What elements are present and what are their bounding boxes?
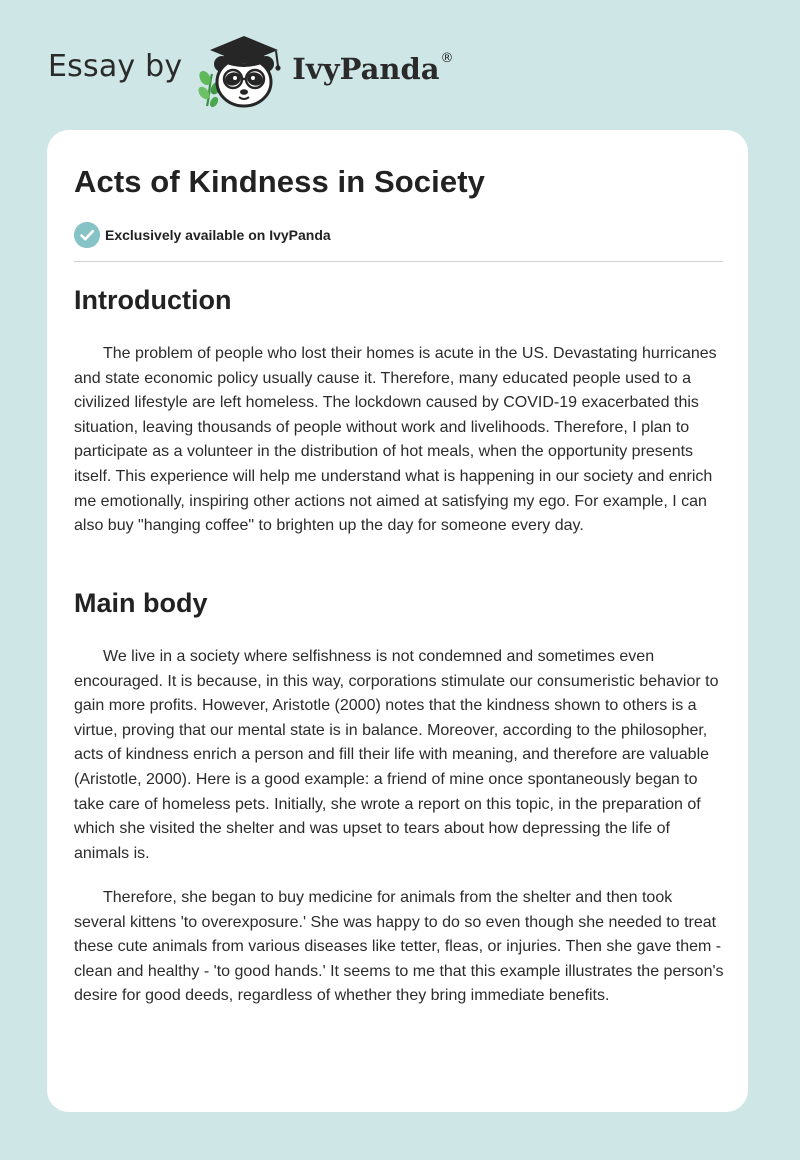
title-divider [74, 261, 723, 262]
section-heading-introduction: Introduction [74, 285, 232, 315]
essay-title: Acts of Kindness in Society [74, 164, 485, 199]
section-heading-main-body: Main body [74, 588, 208, 618]
logo-prefix: Essay by [48, 48, 183, 84]
essay-card [47, 130, 748, 1112]
logo-wordmark [292, 52, 453, 86]
logo-name: IvyPanda [292, 52, 440, 86]
site-logo[interactable] [48, 30, 454, 110]
paragraph-introduction-1: The problem of people who lost their homes is acute in the US. Devastating hurricanes and state economic policy usually cause it. Therefore, many educated people used to a civilized lifestyle are left homeless. The lockdown caused by COVID-19 exacerbated this situation, leaving thousands of people without work and livelihoods. Therefore, I plan to participate as a volunteer in the distribution of hot meals, when the opportunity presents itself. This experience will help me understand what is happening in our society and enrich me emotionally, inspiring other actions not aimed at satisfying my ego. For example, I can also buy "hanging coffee" to brighten up the day for someone every day. [74, 345, 717, 535]
paragraph-main-body-1: We live in a society where selfishness is not condemned and sometimes even encouraged. It is because, in this way, corporations stimulate our consumeristic behavior to gain more profits. However, Aristotle (2000) notes that the kindness shown to others is a virtue, proving that our mental state is in balance. Moreover, according to the philosopher, acts of kindness enrich a person and fill their life with meaning, and therefore are valuable (Aristotle, 2000). Here is a good example: a friend of mine once spontaneously began to take care of homeless pets. Initially, she wrote a report on this topic, in the preparation of which she visited the shelter and was upset to tears about how depressing the life of animals is. [74, 648, 719, 862]
registered-mark: ® [440, 51, 454, 67]
exclusive-badge-label: Exclusively available on IvyPanda [105, 227, 331, 243]
check-circle-icon [74, 222, 100, 248]
exclusive-badge [74, 222, 331, 248]
paragraph-main-body-2: Therefore, she began to buy medicine for animals from the shelter and then took several kittens 'to overexposure.' She was happy to do so even though she needed to treat these cute animals from various diseases like tetter, fleas, or injuries. Then she gave them - clean and healthy - 'to good hands.' It seems to me that this example illustrates the person's desire for good deeds, regardless of whether they bring immediate benefits. [74, 889, 724, 1005]
panda-logo-icon [196, 30, 288, 110]
